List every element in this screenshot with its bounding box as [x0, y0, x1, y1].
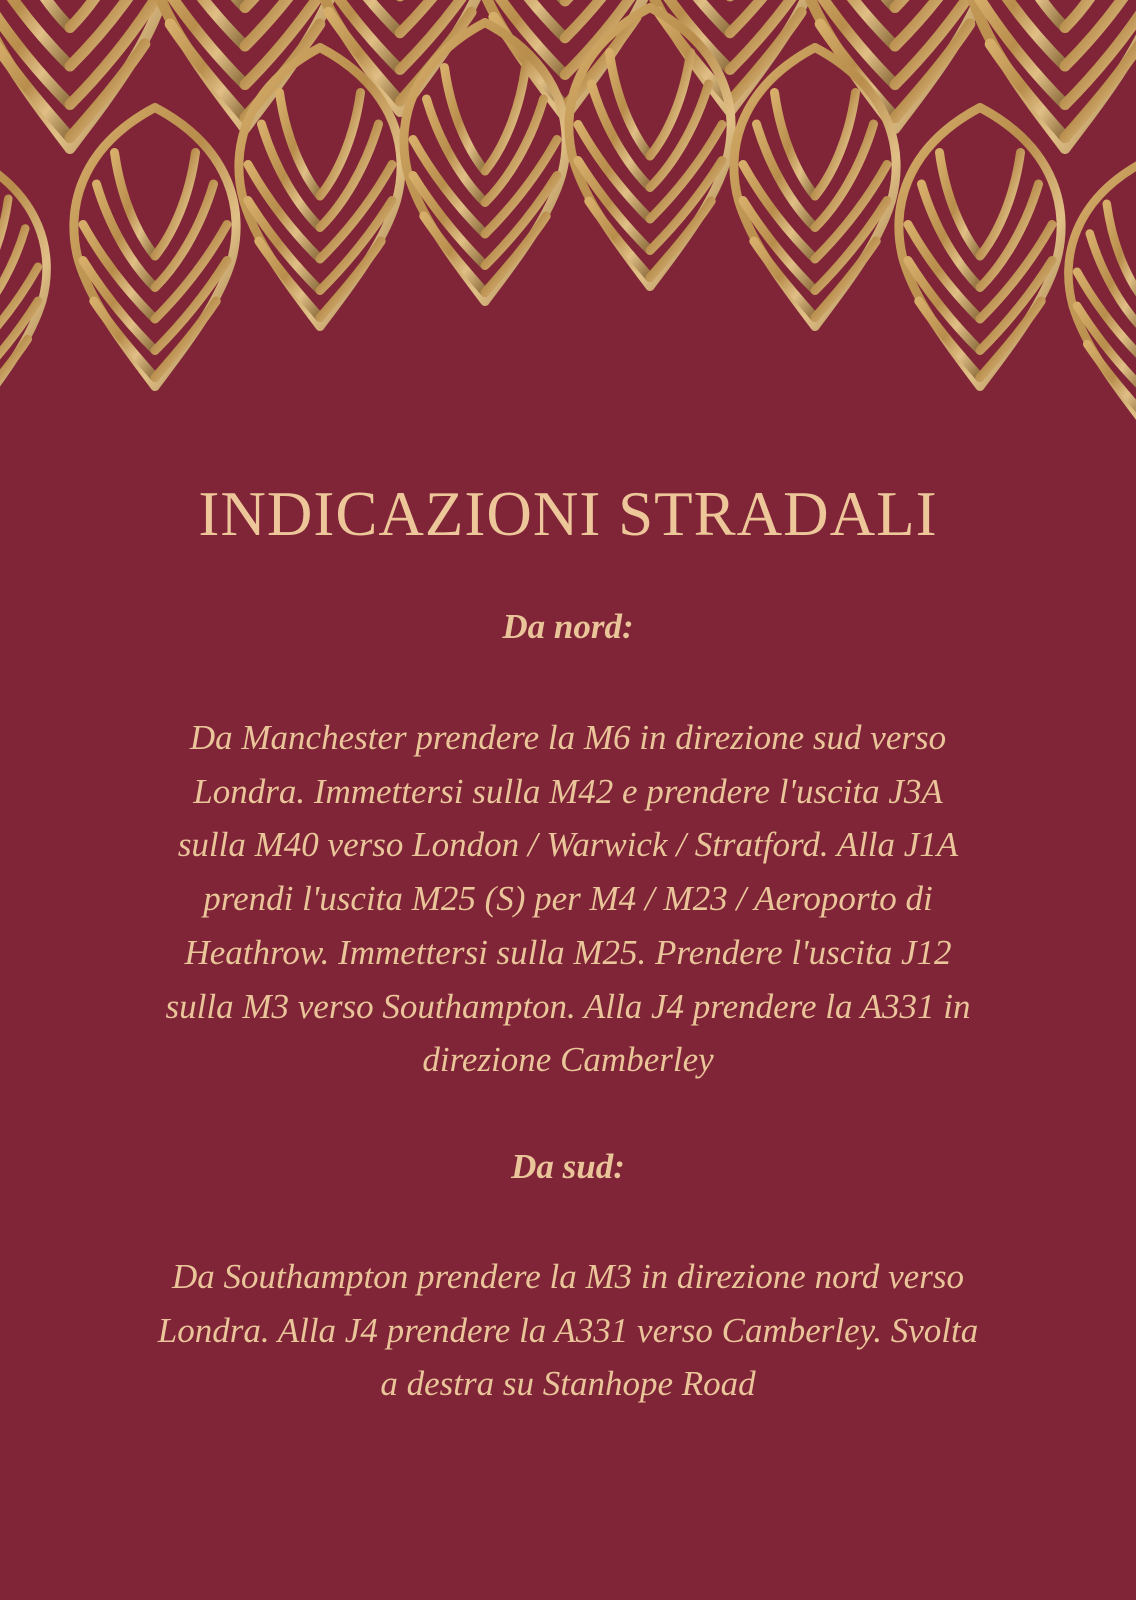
section-heading-south: Da sud: — [511, 1147, 625, 1186]
text-line: sulla M3 verso Southampton. Alla J4 prendere la A331 in — [165, 986, 971, 1026]
text-line: Heathrow. Immettersi sulla M25. Prendere l'uscita J12 — [184, 932, 952, 972]
text-line: prendi l'uscita M25 (S) per M4 / M23 / Aeroporto di — [203, 879, 933, 919]
text-line: Londra. Alla J4 prendere la A331 verso Camberley. Svolta — [157, 1310, 979, 1350]
section-heading-north: Da nord: — [502, 607, 634, 646]
text-line: direzione Camberley — [422, 1040, 714, 1080]
page-title: INDICAZIONI STRADALI — [198, 479, 938, 549]
text-line: Da Southampton prendere la M3 in direzione nord verso — [172, 1257, 964, 1296]
section-text-south — [118, 1250, 1018, 1411]
text-line: Londra. Immettersi sulla M42 e prendere l'uscita J3A — [193, 771, 943, 811]
text-line: a destra su Stanhope Road — [380, 1364, 756, 1404]
section-text-north — [118, 711, 1018, 1087]
text-line: Da Manchester prendere la M6 in direzione sud verso — [189, 718, 947, 757]
text-line: sulla M40 verso London / Warwick / Stratford. Alla J1A — [177, 825, 959, 865]
